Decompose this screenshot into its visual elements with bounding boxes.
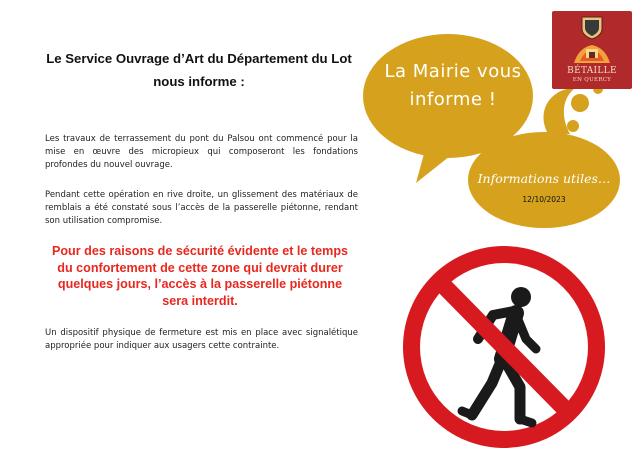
logo-subtitle: EN QUERCY [572,77,612,83]
notice-paragraph-works: Les travaux de terrassement du pont du Palsou ont commencé pour la mise en œuvre des micropieux qui composeront les fondations profondes du nouvel ouvrage. [45,134,358,171]
no-pedestrian-sign-icon [392,237,616,455]
notice-heading: Le Service Ouvrage d’Art du Département du Lot nous informe : [46,51,352,89]
notice-paragraph-closure: Un dispositif physique de fermeture est mis en place avec signalétique appropriée pour indiquer aux usagers cette contrainte. [45,328,358,352]
info-bubble-title: Informations utiles… [477,171,611,186]
notice-paragraph-landslide: Pendant cette opération en rive droite, un glissement des matériaux de remblais a été constaté sous l’accès de la passerelle piétonne, rendant son utilisation compromise. [45,190,358,227]
info-bubble-date: 12/10/2023 [522,195,566,204]
coat-of-arms-icon [552,11,632,67]
main-bubble-text [378,58,528,114]
municipal-logo [552,11,632,89]
logo-name: BÉTAILLE [567,66,617,76]
main-bubble-line-1: La Mairie vous [384,61,522,82]
main-bubble-line-2: informe ! [409,89,497,110]
notice-warning: Pour des raisons de sécurité évidente et le temps du confortement de cette zone qui devrait durer quelques jours, l’accès à la passerelle piétonne sera interdit. [51,244,349,308]
